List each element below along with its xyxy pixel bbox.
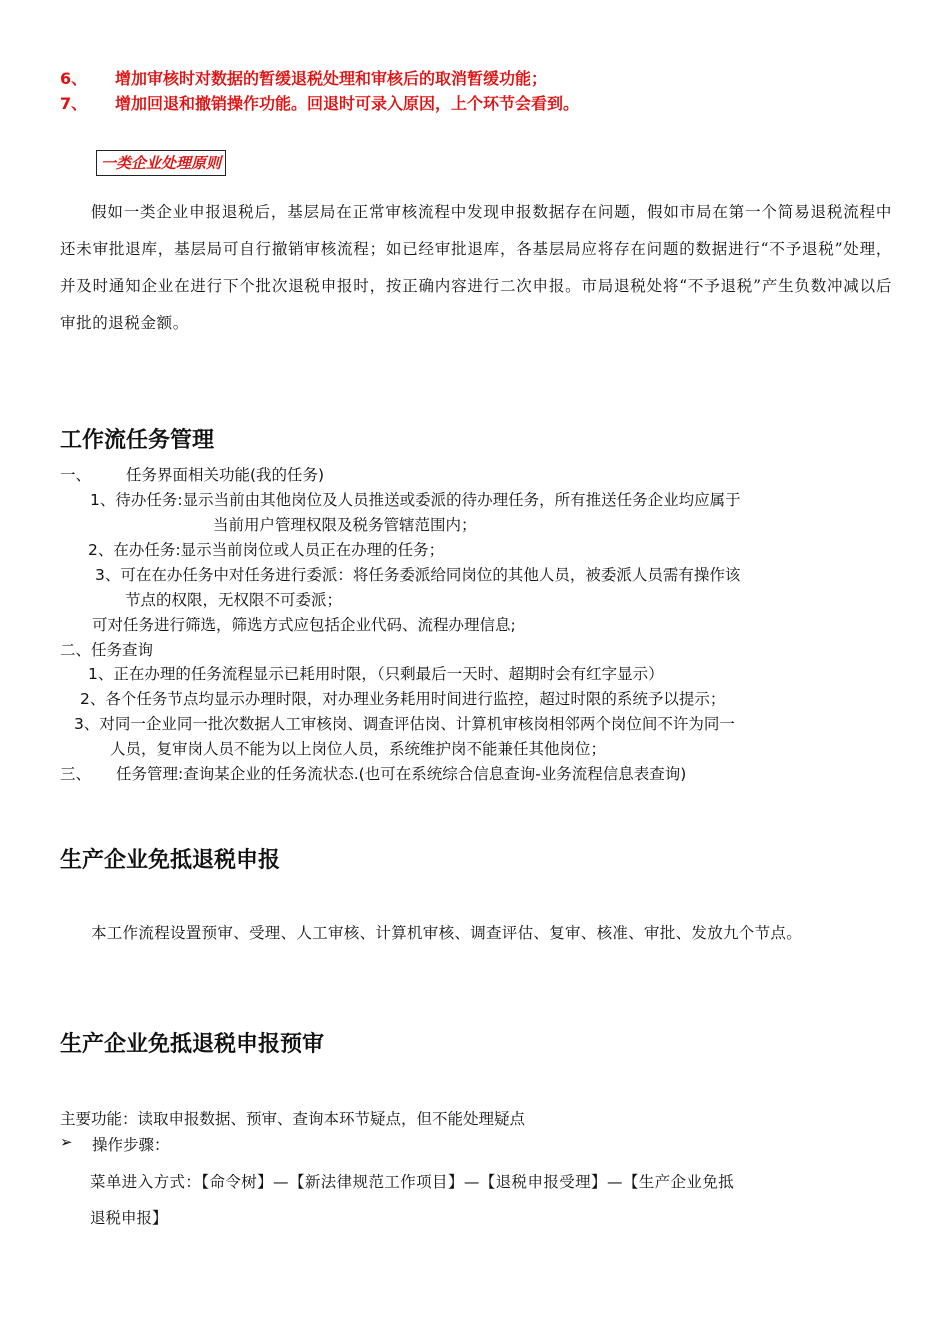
production-heading: 生产企业免抵退税申报 bbox=[60, 848, 281, 873]
menu-path-line: 菜单进入方式：【命令树】—【新法律规范工作项目】—【退税申报受理】—【生产企业免抵 bbox=[90, 1173, 735, 1191]
red-item-text: 增加回退和撤销操作功能。回退时可录入原因，上个环节会看到。 bbox=[115, 94, 580, 113]
main-function-line: 主要功能：读取申报数据、预审、查询本环节疑点，但不能处理疑点 bbox=[60, 1110, 526, 1128]
task-query-item-2: 2、各个任务节点均显示办理时限，对办理业务耗用时间进行监控，超过时限的系统予以提示； bbox=[80, 690, 726, 708]
red-item-number: 6、 bbox=[60, 69, 88, 88]
menu-path-line-cont: 退税申报】 bbox=[90, 1209, 168, 1227]
workflow-section-3-text: 任务管理:查询某企业的任务流状态.(也可在系统综合信息查询-业务流程信息表查询) bbox=[116, 765, 687, 783]
red-item-number: 7、 bbox=[60, 94, 88, 113]
workflow-heading: 工作流任务管理 bbox=[60, 428, 215, 453]
delegate-tasks-line-cont: 节点的权限，无权限不可委派； bbox=[125, 591, 343, 609]
boxed-section-title: 一类企业处理原则 bbox=[96, 150, 226, 176]
principle-paragraph: 假如一类企业申报退税后，基层局在正常审核流程中发现申报数据存在问题，假如市局在第一个简易退税流程中还未审批退库，基层局可自行撤销审核流程；如已经审批退库，各基层局应将存在问题的数据进行“不予退税”处理，并及时通知企业在进行下个批次退税申报时，按正确内容进行二次申报。市局退税处将“不予退税”产生负数冲减以后审批的退税金额。 bbox=[60, 203, 892, 332]
in-progress-tasks-line: 2、在办任务:显示当前岗位或人员正在办理的任务； bbox=[88, 541, 445, 559]
production-paragraph: 本工作流程设置预审、受理、人工审核、计算机审核、调查评估、复审、核准、审批、发放九个节点。 bbox=[91, 924, 803, 942]
prereview-heading: 生产企业免抵退税申报预审 bbox=[60, 1032, 325, 1057]
workflow-section-1-title: 任务界面相关功能(我的任务) bbox=[126, 466, 325, 484]
steps-label: 操作步骤： bbox=[92, 1136, 170, 1154]
task-query-item-1: 1、正在办理的任务流程显示已耗用时限，（只剩最后一天时、超期时会有红字显示） bbox=[88, 665, 664, 683]
task-query-item-3: 3、对同一企业同一批次数据人工审核岗、调查评估岗、计算机审核岗相邻两个岗位间不许为同一 bbox=[74, 715, 735, 733]
task-query-item-3-cont: 人员，复审岗人员不能为以上岗位人员，系统维护岗不能兼任其他岗位； bbox=[110, 740, 607, 758]
delegate-tasks-line: 3、可在在办任务中对任务进行委派：将任务委派给同岗位的其他人员，被委派人员需有操作该 bbox=[95, 566, 741, 584]
pending-tasks-line: 1、待办任务:显示当前由其他岗位及人员推送或委派的待办理任务，所有推送任务企业均应属于 bbox=[90, 491, 741, 509]
arrow-bullet-icon: ➢ bbox=[60, 1133, 73, 1151]
red-item-text: 增加审核时对数据的暂缓退税处理和审核后的取消暂缓功能； bbox=[115, 69, 548, 88]
pending-tasks-line-cont: 当前用户管理权限及税务管辖范围内； bbox=[213, 516, 477, 534]
filter-tasks-line: 可对任务进行筛选，筛选方式应包括企业代码、流程办理信息; bbox=[92, 616, 516, 634]
workflow-section-3-number: 三、 bbox=[60, 765, 92, 783]
workflow-section-1-number: 一、 bbox=[60, 466, 92, 484]
workflow-section-2-title: 二、任务查询 bbox=[60, 641, 154, 659]
